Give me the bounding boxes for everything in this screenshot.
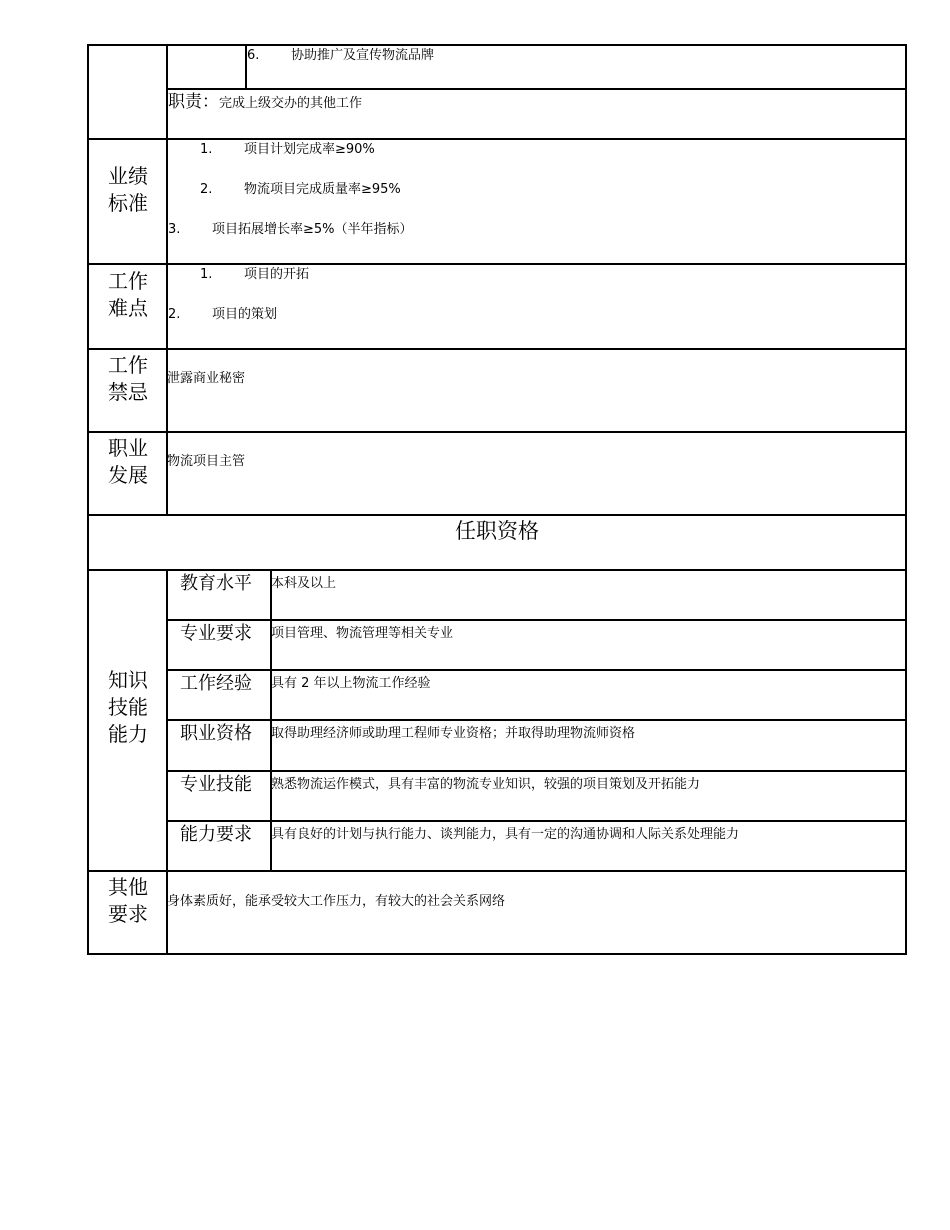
performance-label-line1: 业绩 bbox=[108, 164, 148, 188]
career-text: 物流项目主管 bbox=[167, 454, 246, 469]
difficulties-label-line2: 难点 bbox=[108, 296, 148, 320]
difficulties-label bbox=[88, 268, 168, 322]
performance-item-3-number: 3. bbox=[168, 222, 181, 237]
performance-label bbox=[88, 163, 168, 217]
row-line-3 bbox=[87, 348, 907, 350]
qual-value-abilities: 具有良好的计划与执行能力、谈判能力，具有一定的沟通协调和人际关系处理能力 bbox=[271, 827, 740, 842]
qualifications-heading: 任职资格 bbox=[455, 519, 539, 543]
performance-item-3-text: 项目拓展增长率≥5%（半年指标） bbox=[212, 222, 413, 237]
taboos-label-line2: 禁忌 bbox=[108, 380, 148, 404]
qual-line-4 bbox=[166, 770, 906, 772]
difficulty-item-1-number: 1. bbox=[200, 267, 213, 282]
performance-item-3 bbox=[168, 222, 413, 238]
qual-label-education: 教育水平 bbox=[180, 573, 252, 594]
qual-label-major: 专业要求 bbox=[180, 623, 252, 644]
performance-label-line2: 标准 bbox=[108, 191, 148, 215]
difficulty-item-2 bbox=[168, 307, 277, 323]
duty-text: 完成上级交办的其他工作 bbox=[219, 96, 363, 111]
difficulty-item-1 bbox=[200, 267, 309, 283]
duty-other bbox=[168, 94, 362, 112]
career-label-line2: 发展 bbox=[108, 463, 148, 487]
performance-item-2-number: 2. bbox=[200, 182, 213, 197]
qualifications-group-label bbox=[88, 667, 168, 748]
performance-item-2-text: 物流项目完成质量率≥95% bbox=[244, 182, 401, 197]
performance-item-2 bbox=[200, 182, 401, 198]
group-label-line2: 技能 bbox=[108, 695, 148, 719]
taboos-text: 泄露商业秘密 bbox=[167, 371, 246, 386]
group-label-line1: 知识 bbox=[108, 668, 148, 692]
qual-value-skills: 熟悉物流运作模式，具有丰富的物流专业知识，较强的项目策划及开拓能力 bbox=[271, 777, 701, 792]
row-line-1 bbox=[87, 138, 907, 140]
border-top bbox=[87, 44, 907, 46]
difficulty-item-2-number: 2. bbox=[168, 307, 181, 322]
qual-label-skills: 专业技能 bbox=[180, 774, 252, 795]
qual-label-experience: 工作经验 bbox=[180, 673, 252, 694]
taboos-label-line1: 工作 bbox=[108, 353, 148, 377]
other-label-line2: 要求 bbox=[108, 902, 148, 926]
qual-label-certification: 职业资格 bbox=[180, 723, 252, 744]
other-text: 身体素质好，能承受较大工作压力，有较大的社会关系网络 bbox=[167, 894, 506, 909]
group-label-line3: 能力 bbox=[108, 722, 148, 746]
duty-item-6-number: 6. bbox=[247, 48, 260, 63]
border-right bbox=[905, 44, 907, 954]
career-label-line1: 职业 bbox=[108, 436, 148, 460]
row-line-2 bbox=[87, 263, 907, 265]
qual-line-5 bbox=[166, 820, 906, 822]
difficulty-item-1-text: 项目的开拓 bbox=[244, 267, 310, 282]
qual-value-major: 项目管理、物流管理等相关专业 bbox=[271, 626, 454, 641]
qual-value-certification: 取得助理经济师或助理工程师专业资格；并取得助理物流师资格 bbox=[271, 726, 636, 741]
row-line-4 bbox=[87, 431, 907, 433]
border-bottom bbox=[87, 953, 907, 955]
row-line-5 bbox=[87, 514, 907, 516]
qual-value-education: 本科及以上 bbox=[271, 576, 337, 591]
career-label bbox=[88, 435, 168, 489]
row-line-7 bbox=[87, 870, 907, 872]
performance-item-1 bbox=[200, 142, 375, 158]
difficulty-item-2-text: 项目的策划 bbox=[212, 307, 278, 322]
qual-line-1 bbox=[166, 619, 906, 621]
other-label bbox=[88, 874, 168, 928]
taboos-label bbox=[88, 352, 168, 406]
duty-label: 职责： bbox=[168, 92, 219, 112]
row-line-item6 bbox=[166, 88, 906, 90]
qual-line-2 bbox=[166, 669, 906, 671]
duty-item-6-text: 协助推广及宣传物流品牌 bbox=[291, 48, 435, 63]
duty-item-6 bbox=[247, 48, 434, 64]
performance-item-1-text: 项目计划完成率≥90% bbox=[244, 142, 375, 157]
qual-line-3 bbox=[166, 719, 906, 721]
other-label-line1: 其他 bbox=[108, 875, 148, 899]
qual-value-experience: 具有 2 年以上物流工作经验 bbox=[271, 676, 431, 691]
qual-label-abilities: 能力要求 bbox=[180, 824, 252, 845]
difficulties-label-line1: 工作 bbox=[108, 269, 148, 293]
performance-item-1-number: 1. bbox=[200, 142, 213, 157]
row-line-6 bbox=[87, 569, 907, 571]
